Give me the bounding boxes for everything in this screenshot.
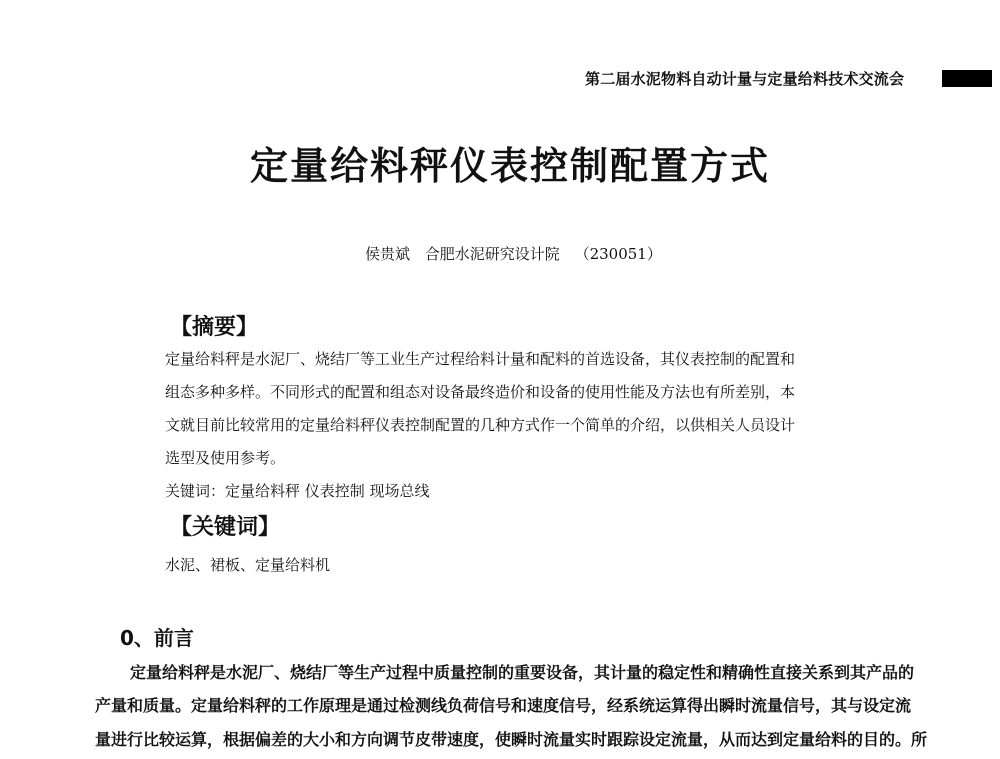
author-affiliation: 合肥水泥研究设计院 [424,245,560,263]
abstract-line: 选型及使用参考。 [165,449,286,467]
intro-line: 定量给料秤是水泥厂、烧结厂等生产过程中质量控制的重要设备，其计量的稳定性和精确性直接关系到其产品的 [130,663,915,682]
abstract-line: 组态多种多样。不同形式的配置和组态对设备最终造价和设备的使用性能及方法也有所差别，本 [165,383,796,401]
intro-line: 量进行比较运算，根据偏差的大小和方向调节皮带速度，使瞬时流量实时跟踪设定流量，从而达到定量给料的目的。所 [95,730,928,749]
author-line [365,243,672,264]
intro-heading: 0、前言 [120,626,194,650]
abstract-keywords: 关键词：定量给料秤 仪表控制 现场总线 [165,482,430,500]
keywords-list: 水泥、裙板、定量给料机 [165,556,331,574]
conference-header: 第二届水泥物料自动计量与定量给料技术交流会 [585,70,905,88]
author-name: 侯贵斌 [365,245,411,263]
intro-line: 产量和质量。定量给料秤的工作原理是通过检测线负荷信号和速度信号，经系统运算得出瞬时流量信号，其与设定流 [95,696,912,715]
abstract-line: 定量给料秤是水泥厂、烧结厂等工业生产过程给料计量和配料的首选设备，其仪表控制的配置和 [165,350,796,368]
author-postcode: （230051） [574,245,662,263]
abstract-line: 文就目前比较常用的定量给料秤仪表控制配置的几种方式作一个简单的介绍，以供相关人员设计 [165,416,796,434]
abstract-heading: 【摘要】 [170,315,259,340]
keywords-heading: 【关键词】 [170,515,281,540]
page-title: 定量给料秤仪表控制配置方式 [249,144,770,188]
redaction-bar [942,70,992,87]
